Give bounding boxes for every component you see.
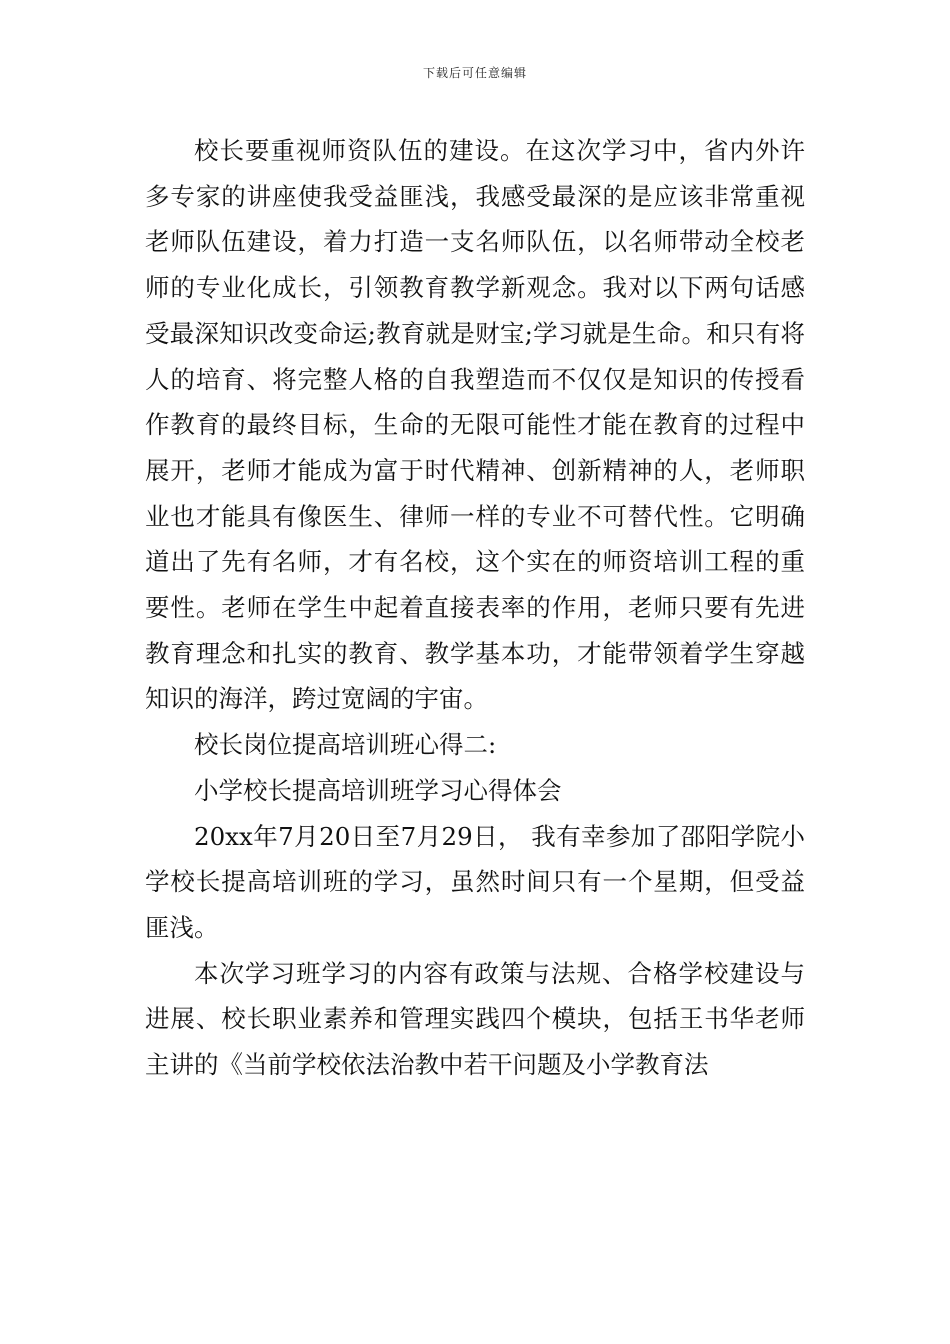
paragraph-course-content: 本次学习班学习的内容有政策与法规、合格学校建设与进展、校长职业素养和管理实践四个模块，包括王书华老师主讲的《当前学校依法治教中若干问题及小学教育法 xyxy=(145,958,805,1080)
paragraph-training-dates: 20xx年7月20日至7月29日， 我有幸参加了邵阳学院小学校长提高培训班的学习，虽然时间只有一个星期，但受益匪浅。 xyxy=(145,821,805,942)
paragraph-teacher-team: 校长要重视师资队伍的建设。在这次学习中，省内外许多专家的讲座使我受益匪浅，我感受最深的是应该非常重视老师队伍建设，着力打造一支名师队伍，以名师带动全校老师的专业化成长，引领教育教学新观念。我对以下两句话感受最深知识改变命运;教育就是财宝;学习就是生命。和只有将人的培育、将完整人格的自我塑造而不仅仅是知识的传授看作教育的最终目标，生命的无限可能性才能在教育的过程中展开，老师才能成为富于时代精神、创新精神的人，老师职业也才能具有像医生、律师一样的专业不可替代性。它明确道出了先有名师，才有名校，这个实在的师资培训工程的重要性。老师在学生中起着直接表率的作用，老师只要有先进教育理念和扎实的教育、教学基本功，才能带领着学生穿越知识的海洋，跨过宽阔的宇宙。 xyxy=(145,136,805,714)
document-body xyxy=(145,128,805,1088)
section-heading-experience-two: 校长岗位提高培训班心得二: xyxy=(194,730,497,760)
page-header-note: 下载后可任意编辑 xyxy=(422,66,527,80)
section-subtitle: 小学校长提高培训班学习心得体会 xyxy=(194,775,562,805)
